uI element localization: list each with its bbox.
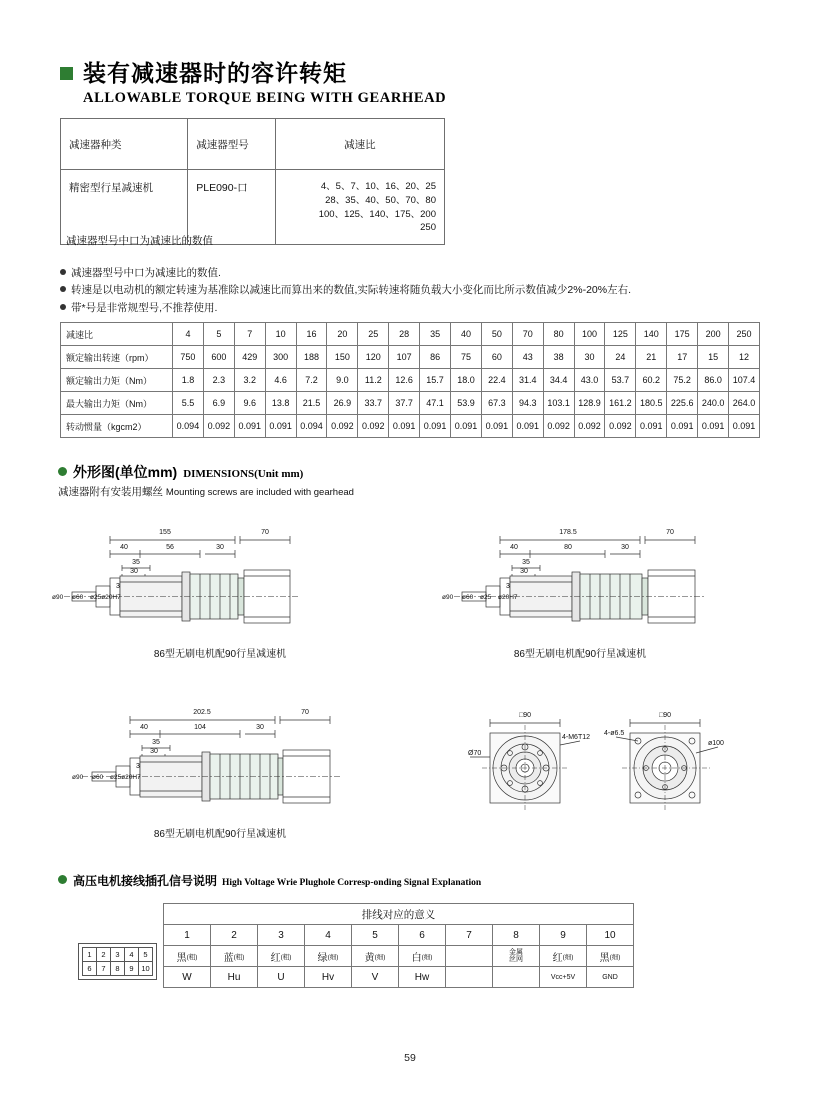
spec-cell: 26.9 <box>327 392 358 415</box>
spec-cell: 21 <box>636 346 667 369</box>
spec-cell: 0.092 <box>543 415 574 438</box>
svg-text:40: 40 <box>510 544 518 551</box>
spec-cell: 7 <box>234 323 265 346</box>
spec-cell: 0.091 <box>389 415 420 438</box>
spec-cell: 16 <box>296 323 327 346</box>
specification-table <box>60 322 760 438</box>
col-header-kind: 减速器种类 <box>61 119 188 170</box>
signal-pin-number: 5 <box>352 925 399 946</box>
signal-name: V <box>352 967 399 988</box>
signal-wire-color: 红$^{(粗)}$ <box>258 946 305 967</box>
table-row <box>164 946 634 967</box>
signal-name: Vcc+5V <box>540 967 587 988</box>
bullet-dot-icon <box>60 304 66 310</box>
spec-cell: 0.091 <box>667 415 698 438</box>
spec-cell: 22.4 <box>481 369 512 392</box>
spec-cell: 21.5 <box>296 392 327 415</box>
svg-text:35: 35 <box>522 559 530 566</box>
signal-table <box>163 903 634 988</box>
svg-text:35: 35 <box>152 739 160 746</box>
spec-cell: 0.091 <box>512 415 543 438</box>
spec-cell: 107.4 <box>729 369 760 392</box>
spec-cell: 0.091 <box>636 415 667 438</box>
spec-cell: 11.2 <box>358 369 389 392</box>
svg-text:30: 30 <box>150 748 158 755</box>
spec-cell: 60.2 <box>636 369 667 392</box>
notes-list <box>60 265 631 317</box>
svg-text:□90: □90 <box>658 712 672 719</box>
spec-cell: 20 <box>327 323 358 346</box>
signal-pin-number: 6 <box>399 925 446 946</box>
col-header-ratio: 减速比 <box>275 119 444 170</box>
svg-text:3: 3 <box>136 763 140 770</box>
spec-cell: 17 <box>667 346 698 369</box>
table-row <box>61 415 760 438</box>
cell-model: PLE090-口 <box>188 170 276 245</box>
signal-name: U <box>258 967 305 988</box>
signal-wire-color <box>446 946 493 967</box>
spec-cell: 30 <box>574 346 605 369</box>
signal-pin-number: 1 <box>164 925 211 946</box>
spec-cell: 128.9 <box>574 392 605 415</box>
svg-text:4-ø6.5: 4-ø6.5 <box>604 730 625 737</box>
signal-heading <box>58 872 481 889</box>
spec-cell: 225.6 <box>667 392 698 415</box>
spec-cell: 13.8 <box>265 392 296 415</box>
spec-cell: 9.6 <box>234 392 265 415</box>
note-text: 转速是以电动机的额定转速为基准除以减速比而算出来的数值,实际转速将随负载大小变化而比所示数值减少2%-20%左右. <box>71 284 632 297</box>
spec-cell: 31.4 <box>512 369 543 392</box>
svg-text:ø90: ø90 <box>52 594 64 601</box>
spec-cell: 0.092 <box>574 415 605 438</box>
spec-cell: 4.6 <box>265 369 296 392</box>
drawing-caption-2: 86型无刷电机配90行星减速机 <box>513 649 647 660</box>
spec-cell: 600 <box>203 346 234 369</box>
table-row <box>164 967 634 988</box>
spec-cell: 43 <box>512 346 543 369</box>
spec-cell: 94.3 <box>512 392 543 415</box>
spec-cell: 0.091 <box>420 415 451 438</box>
spec-cell: 0.091 <box>729 415 760 438</box>
spec-row-label: 转动惯量（kgcm2） <box>61 415 173 438</box>
dimensions-subtext-cn: 减速器附有安装用螺丝 <box>58 486 163 498</box>
plug-pin: 9 <box>125 962 139 976</box>
svg-text:3: 3 <box>116 583 120 590</box>
plug-pin-grid <box>82 947 153 976</box>
gearhead-type-table <box>60 118 445 245</box>
spec-cell: 15 <box>698 346 729 369</box>
svg-text:40: 40 <box>120 544 128 551</box>
bullet-dot-icon <box>60 269 66 275</box>
signal-heading-cn: 高压电机接线插孔信号说明 <box>73 874 218 888</box>
spec-cell: 0.091 <box>234 415 265 438</box>
spec-cell: 750 <box>173 346 204 369</box>
spec-cell: 24 <box>605 346 636 369</box>
spec-cell: 86 <box>420 346 451 369</box>
page-number: 59 <box>404 1052 416 1064</box>
plug-row <box>83 962 153 976</box>
spec-cell: 103.1 <box>543 392 574 415</box>
spec-cell: 150 <box>327 346 358 369</box>
signal-wire-color: 绿$^{(细)}$ <box>305 946 352 967</box>
note-item <box>60 265 631 282</box>
spec-cell: 100 <box>574 323 605 346</box>
spec-cell: 53.7 <box>605 369 636 392</box>
title-english: ALLOWABLE TORQUE BEING WITH GEARHEAD <box>83 90 447 106</box>
dimensions-subtext <box>58 484 354 499</box>
cell-ratios <box>275 170 444 245</box>
dimensions-heading-en: DIMENSIONS(Unit mm) <box>183 468 304 480</box>
signal-pin-number: 2 <box>211 925 258 946</box>
spec-cell: 0.091 <box>265 415 296 438</box>
page-title <box>60 55 347 88</box>
drawing-motor-gearhead-2 <box>440 520 770 630</box>
plug-pin: 10 <box>139 962 153 976</box>
top-table-note: 减速器型号中口为减速比的数值 <box>66 235 213 247</box>
spec-cell: 3.2 <box>234 369 265 392</box>
table-row <box>61 346 760 369</box>
spec-cell: 4 <box>173 323 204 346</box>
spec-cell: 0.092 <box>605 415 636 438</box>
drawing-motor-gearhead-1 <box>50 520 360 630</box>
svg-text:ø60: ø60 <box>462 594 474 601</box>
spec-row-label: 减速比 <box>61 323 173 346</box>
spec-cell: 0.092 <box>358 415 389 438</box>
spec-cell: 107 <box>389 346 420 369</box>
green-bullet-icon <box>58 467 67 476</box>
svg-text:30: 30 <box>256 724 264 731</box>
signal-wire-color: 黑$^{(细)}$ <box>587 946 634 967</box>
plug-pin: 7 <box>97 962 111 976</box>
spec-cell: 125 <box>605 323 636 346</box>
dimensions-subtext-en: Mounting screws are included with gearhead <box>165 487 354 498</box>
spec-cell: 12.6 <box>389 369 420 392</box>
spec-cell: 12 <box>729 346 760 369</box>
drawing-motor-gearhead-3 <box>50 700 390 815</box>
spec-cell: 0.091 <box>451 415 482 438</box>
ratio-line: 28、35、40、50、70、80 <box>325 194 436 206</box>
spec-cell: 86.0 <box>698 369 729 392</box>
svg-text:80: 80 <box>564 544 572 551</box>
svg-text:ø90: ø90 <box>442 594 454 601</box>
signal-pin-number: 4 <box>305 925 352 946</box>
plug-pin: 6 <box>83 962 97 976</box>
svg-text:70: 70 <box>301 709 309 716</box>
svg-text:40: 40 <box>140 724 148 731</box>
svg-text:104: 104 <box>194 724 206 731</box>
spec-cell: 80 <box>543 323 574 346</box>
note-item <box>60 300 631 317</box>
note-item <box>60 282 631 299</box>
signal-wire-color: 金属 丝网 <box>493 946 540 967</box>
spec-cell: 300 <box>265 346 296 369</box>
ratio-line: 100、125、140、175、200 <box>318 208 436 220</box>
spec-row-label: 最大输出力矩（Nm） <box>61 392 173 415</box>
spec-cell: 0.091 <box>481 415 512 438</box>
spec-cell: 0.094 <box>173 415 204 438</box>
spec-cell: 5 <box>203 323 234 346</box>
spec-cell: 70 <box>512 323 543 346</box>
spec-cell: 75.2 <box>667 369 698 392</box>
drawing-caption-1: 86型无刷电机配90行星减速机 <box>153 649 287 660</box>
spec-cell: 15.7 <box>420 369 451 392</box>
spec-cell: 250 <box>729 323 760 346</box>
drawing-face-view-2 <box>600 705 740 815</box>
spec-cell: 28 <box>389 323 420 346</box>
svg-text:4-M6T12: 4-M6T12 <box>562 734 590 741</box>
svg-text:ø25ø20H7: ø25ø20H7 <box>110 774 141 781</box>
spec-cell: 5.5 <box>173 392 204 415</box>
ratio-line: 4、5、7、10、16、20、25 <box>320 181 436 192</box>
bullet-dot-icon <box>60 286 66 292</box>
svg-text:30: 30 <box>130 568 138 575</box>
plug-row <box>83 948 153 962</box>
signal-wire-color: 蓝$^{(粗)}$ <box>211 946 258 967</box>
svg-text:202.5: 202.5 <box>193 709 211 716</box>
signal-wire-color: 白$^{(细)}$ <box>399 946 446 967</box>
spec-cell: 38 <box>543 346 574 369</box>
signal-pin-number: 10 <box>587 925 634 946</box>
spec-cell: 240.0 <box>698 392 729 415</box>
green-bullet-icon <box>58 875 67 884</box>
spec-cell: 2.3 <box>203 369 234 392</box>
signal-heading-en: High Voltage Wrie Plughole Corresp-onding Signal Explanation <box>222 878 482 888</box>
spec-cell: 188 <box>296 346 327 369</box>
svg-text:70: 70 <box>666 529 674 536</box>
spec-cell: 0.091 <box>698 415 729 438</box>
col-header-model: 减速器型号 <box>188 119 276 170</box>
svg-text:155: 155 <box>159 529 171 536</box>
plug-diagram <box>78 943 157 980</box>
spec-cell: 50 <box>481 323 512 346</box>
spec-cell: 140 <box>636 323 667 346</box>
signal-pin-number: 7 <box>446 925 493 946</box>
table-row <box>164 904 634 925</box>
signal-table-title: 排线对应的意义 <box>164 904 634 925</box>
ratio-line: 250 <box>420 222 436 234</box>
svg-text:ø90: ø90 <box>72 774 84 781</box>
spec-cell: 120 <box>358 346 389 369</box>
svg-text:ø100: ø100 <box>708 740 724 747</box>
spec-cell: 429 <box>234 346 265 369</box>
svg-text:30: 30 <box>520 568 528 575</box>
drawing-caption-3: 86型无刷电机配90行星减速机 <box>153 829 287 840</box>
spec-cell: 67.3 <box>481 392 512 415</box>
spec-cell: 175 <box>667 323 698 346</box>
spec-cell: 33.7 <box>358 392 389 415</box>
table-row <box>61 323 760 346</box>
spec-cell: 200 <box>698 323 729 346</box>
spec-cell: 7.2 <box>296 369 327 392</box>
table-row <box>61 392 760 415</box>
signal-name: GND <box>587 967 634 988</box>
spec-cell: 10 <box>265 323 296 346</box>
spec-cell: 37.7 <box>389 392 420 415</box>
svg-text:178.5: 178.5 <box>559 529 577 536</box>
spec-cell: 161.2 <box>605 392 636 415</box>
spec-cell: 0.092 <box>203 415 234 438</box>
spec-row-label: 额定输出转速（rpm） <box>61 346 173 369</box>
title-bullet-icon <box>60 67 73 80</box>
note-text: 减速器型号中口为减速比的数值. <box>71 267 221 279</box>
spec-cell: 53.9 <box>451 392 482 415</box>
spec-cell: 180.5 <box>636 392 667 415</box>
spec-cell: 25 <box>358 323 389 346</box>
spec-cell: 6.9 <box>203 392 234 415</box>
svg-text:ø60: ø60 <box>72 594 84 601</box>
plug-pin: 8 <box>111 962 125 976</box>
plug-pin: 2 <box>97 948 111 962</box>
svg-text:56: 56 <box>166 544 174 551</box>
plug-pin: 5 <box>139 948 153 962</box>
spec-cell: 34.4 <box>543 369 574 392</box>
plug-pin: 4 <box>125 948 139 962</box>
signal-pin-number: 3 <box>258 925 305 946</box>
svg-text:ø25ø20H7: ø25ø20H7 <box>90 594 121 601</box>
signal-pin-number: 8 <box>493 925 540 946</box>
spec-cell: 60 <box>481 346 512 369</box>
svg-text:30: 30 <box>216 544 224 551</box>
note-text: 带*号是非常规型号,不推荐使用. <box>71 301 218 314</box>
table-row <box>61 119 445 170</box>
signal-pin-number: 9 <box>540 925 587 946</box>
spec-cell: 9.0 <box>327 369 358 392</box>
signal-name: Hu <box>211 967 258 988</box>
spec-cell: 18.0 <box>451 369 482 392</box>
signal-name: W <box>164 967 211 988</box>
dimensions-heading <box>58 462 303 482</box>
table-row <box>164 925 634 946</box>
signal-wire-color: 黄$^{(细)}$ <box>352 946 399 967</box>
spec-row-label: 额定输出力矩（Nm） <box>61 369 173 392</box>
drawing-face-view-1 <box>460 705 590 815</box>
spec-cell: 264.0 <box>729 392 760 415</box>
plug-pin: 1 <box>83 948 97 962</box>
svg-text:ø25: ø25 <box>480 594 492 601</box>
spec-cell: 0.094 <box>296 415 327 438</box>
svg-text:30: 30 <box>621 544 629 551</box>
svg-text:Ø70: Ø70 <box>468 750 482 757</box>
cell-kind: 精密型行星减速机 <box>61 170 188 245</box>
svg-text:3: 3 <box>506 583 510 590</box>
spec-cell: 47.1 <box>420 392 451 415</box>
plug-pin: 3 <box>111 948 125 962</box>
svg-text:35: 35 <box>132 559 140 566</box>
svg-text:□90: □90 <box>518 712 532 719</box>
signal-wire-color: 黑$^{(粗)}$ <box>164 946 211 967</box>
spec-cell: 35 <box>420 323 451 346</box>
signal-name <box>446 967 493 988</box>
spec-cell: 75 <box>451 346 482 369</box>
title-chinese: 装有减速器时的容许转矩 <box>83 60 347 86</box>
plug-outline <box>78 943 157 980</box>
spec-cell: 0.092 <box>327 415 358 438</box>
signal-name <box>493 967 540 988</box>
signal-name: Hw <box>399 967 446 988</box>
signal-wire-color: 红$^{(细)}$ <box>540 946 587 967</box>
signal-name: Hv <box>305 967 352 988</box>
svg-text:70: 70 <box>261 529 269 536</box>
spec-cell: 1.8 <box>173 369 204 392</box>
dimensions-heading-cn: 外形图(单位mm) <box>73 464 178 480</box>
spec-cell: 40 <box>451 323 482 346</box>
svg-text:ø60: ø60 <box>92 774 104 781</box>
spec-cell: 43.0 <box>574 369 605 392</box>
table-row <box>61 369 760 392</box>
svg-text:ø20H7: ø20H7 <box>498 594 518 601</box>
